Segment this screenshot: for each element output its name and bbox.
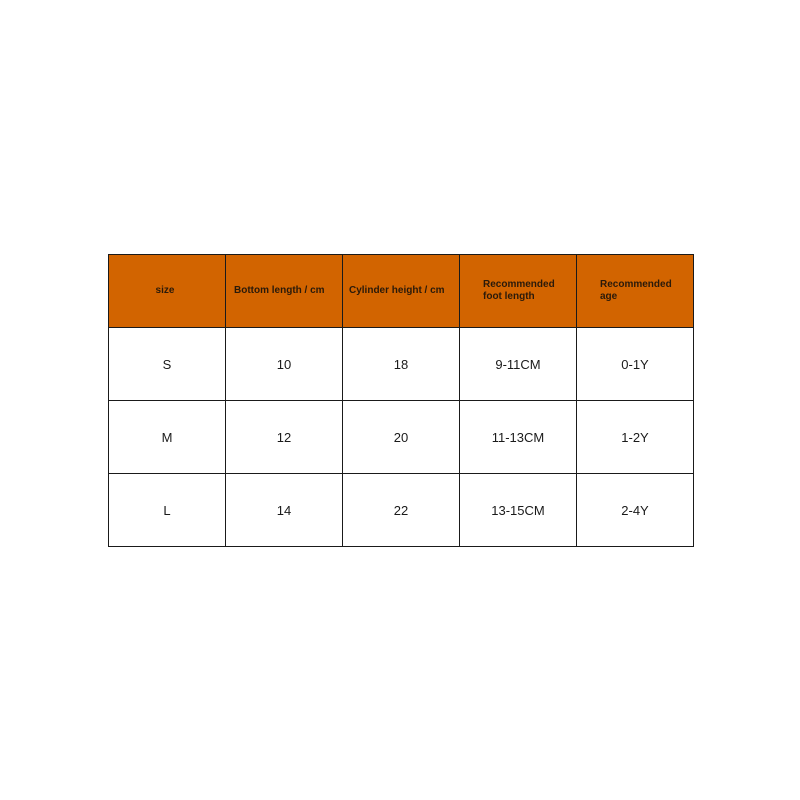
header-age-label: Recommended age [600, 279, 672, 302]
table-body [109, 328, 694, 547]
header-size [109, 255, 226, 328]
header-foot-length-label: Recommended foot length [483, 279, 555, 302]
cell-age: 2-4Y [577, 474, 694, 547]
cell-cylinder-height: 18 [343, 328, 460, 401]
header-bottom-length [226, 255, 343, 328]
cell-size: M [109, 401, 226, 474]
cell-cylinder-height: 22 [343, 474, 460, 547]
table-header [109, 255, 694, 328]
header-bottom-length-label: Bottom length / cm [234, 285, 325, 296]
cell-bottom-length: 10 [226, 328, 343, 401]
cell-bottom-length: 12 [226, 401, 343, 474]
cell-size: L [109, 474, 226, 547]
cell-age: 0-1Y [577, 328, 694, 401]
header-age [577, 255, 694, 328]
header-foot-length [460, 255, 577, 328]
table-row [109, 401, 694, 474]
cell-foot-length: 9-11CM [460, 328, 577, 401]
table-row [109, 474, 694, 547]
cell-foot-length: 11-13CM [460, 401, 577, 474]
header-cylinder-height-label: Cylinder height / cm [349, 285, 445, 296]
cell-cylinder-height: 20 [343, 401, 460, 474]
header-size-label: size [155, 285, 175, 296]
cell-bottom-length: 14 [226, 474, 343, 547]
cell-foot-length: 13-15CM [460, 474, 577, 547]
header-cylinder-height [343, 255, 460, 328]
size-chart-table [108, 254, 694, 547]
table-row [109, 328, 694, 401]
cell-size: S [109, 328, 226, 401]
cell-age: 1-2Y [577, 401, 694, 474]
header-row [109, 255, 694, 328]
